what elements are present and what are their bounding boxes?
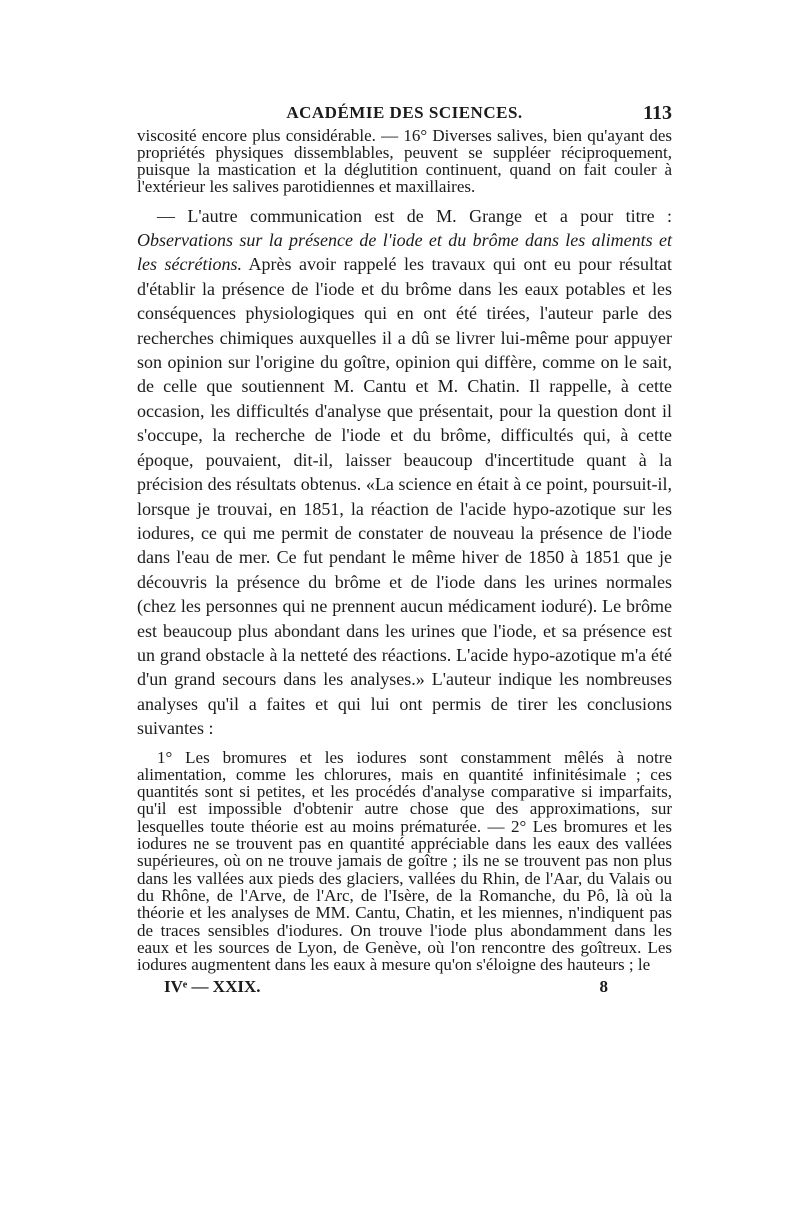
conclusions-block <box>137 749 672 974</box>
paragraph-continuation <box>137 128 672 196</box>
signature-mark: IVᵉ — XXIX. <box>164 977 261 997</box>
paragraph-grange-block <box>137 204 672 741</box>
page-number: 113 <box>643 102 672 124</box>
paragraph-grange-body: Après avoir rappelé les travaux qui ont eu pour résultat d'établir la présence de l'iode et du brôme dans les eaux potables et les conséquences physiologiques qui en ont été tirées, l'auteur parle des recherches chimiques auxquelles il a dû se livrer lui-même pour appuyer son opinion sur l'origine du goître, opinion qui diffère, comme on le sait, de celle que soutiennent M. Cantu et M. Chatin. Il rappelle, à cette occasion, les difficultés d'analyse que présentait, pour la question dont il s'occupe, la recherche de l'iode et du brôme, difficultés qui, à cette époque, pouvaient, dit-il, laisser beaucoup d'incertitude quant à la précision des résultats obtenus. «La science en était à ce point, poursuit-il, lorsque je trouvai, en 1851, la réaction de l'acide hypo-azotique sur les iodures, ce qui me permit de constater de nouveau la présence de l'iode dans l'eau de mer. Ce fut pendant le même hiver de 1850 à 1851 que je découvris la présence du brôme et de l'iode dans les urines normales (chez les personnes qui ne prennent aucun médicament ioduré). Le brôme est beaucoup plus abondant dans les urines que l'iode, et sa présence est un grand obstacle à la netteté des réactions. L'acide hypo-azotique m'a été d'un grand secours dans les analyses.» L'auteur indique les nombreuses analyses qu'il a faites et qui lui ont permis de tirer les conclusions suivantes : <box>137 254 672 739</box>
paragraph-saliva: viscosité encore plus considérable. — 16° Diverses salives, bien qu'ayant des propriétés physiques dissemblables, peuvent se suppléer réciproquement, puisque la mastication et la déglutition continuent, quand on fait couler à l'extérieur les salives parotidiennes et maxillaires. <box>137 126 672 196</box>
paragraph-conclusions: 1° Les bromures et les iodures sont constamment mêlés à notre alimentation, comme les chlorures, mais en quantité infinitésimale ; ces quantités sont si petites, et les procédés d'analyse comparative si imparfaits, qu'il est impossible d'obtenir autre chose que des approximations, sur lesquelles toute théorie est au moins prématurée. — 2° Les bromures et les iodures ne se trouvent pas en quantité appréciable dans les eaux des vallées supérieures, où on ne trouve jamais de goître ; ils ne se trouvent pas non plus dans les vallées aux pieds des glaciers, vallées du Rhin, de l'Aar, du Valais ou du Rhône, de l'Arve, de l'Arc, de l'Isère, de la Romanche, du Pô, là où la théorie et les analyses de MM. Cantu, Chatin, et les miennes, n'indiquent pas de traces sensibles d'iodures. On trouve l'iode plus abondamment dans les eaux et les sources de Lyon, de Genève, où l'on rencontre des goîtreux. Les iodures augmentent dans les eaux à mesure qu'on s'éloigne des hauteurs ; le <box>137 747 672 975</box>
communication-title: Observations sur la présence de l'iode et du brôme dans les aliments et les sécrétions. <box>137 230 672 275</box>
paragraph-grange <box>137 204 672 741</box>
book-page <box>137 98 672 999</box>
signature-line <box>137 975 672 999</box>
running-title: ACADÉMIE DES SCIENCES. <box>286 103 523 122</box>
signature-number: 8 <box>599 977 608 997</box>
paragraph-grange-intro: — L'autre communication est de M. Grange et a pour titre : <box>157 205 672 226</box>
running-head <box>137 98 672 128</box>
